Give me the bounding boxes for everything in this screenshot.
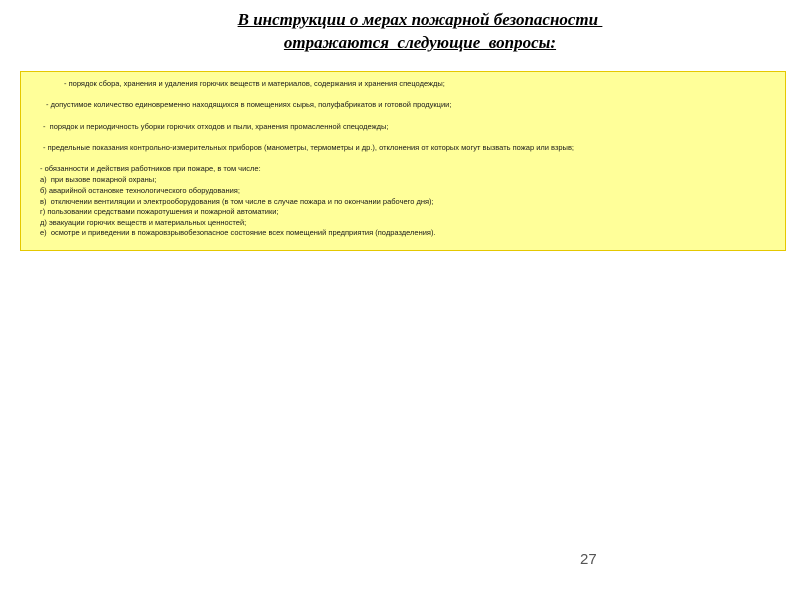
duty-g: г) пользовании средствами пожаротушения и пожарной автоматики; <box>40 207 279 216</box>
duty-d: д) эвакуации горючих веществ и материальных ценностей; <box>40 218 247 227</box>
title-line-2: отражаются следующие вопросы: <box>283 33 557 52</box>
item-instruments: - предельные показания контрольно-измерительных приборов (манометры, термометры и др.), отклонения от которых могут вызвать пожар или взрыв; <box>43 143 575 152</box>
duty-b: б) аварийной остановке технологического оборудования; <box>40 186 240 195</box>
slide-title <box>0 8 800 54</box>
duty-v: в) отключении вентиляции и электрооборудования (в том числе в случае пожара и по окончании рабочего дня); <box>40 197 434 206</box>
instruction-box <box>20 71 786 251</box>
item-cleaning: - порядок и периодичность уборки горючих отходов и пыли, хранения промасленной спецодежды; <box>43 122 389 131</box>
item-duties: - обязанности и действия работников при пожаре, в том числе: <box>40 164 261 173</box>
duty-a: а) при вызове пожарной охраны; <box>40 175 157 184</box>
item-storage: - порядок сбора, хранения и удаления горючих веществ и материалов, содержания и хранения спецодежды; <box>64 79 445 88</box>
item-quantity: - допустимое количество единовременно находящихся в помещениях сырья, полуфабрикатов и готовой продукции; <box>46 100 452 109</box>
duty-e: е) осмотре и приведении в пожаровзрывобезопасное состояние всех помещений предприятия (подразделения). <box>40 228 436 237</box>
title-line-1: В инструкции о мерах пожарной безопасности <box>237 10 603 29</box>
page-number: 27 <box>580 551 597 568</box>
